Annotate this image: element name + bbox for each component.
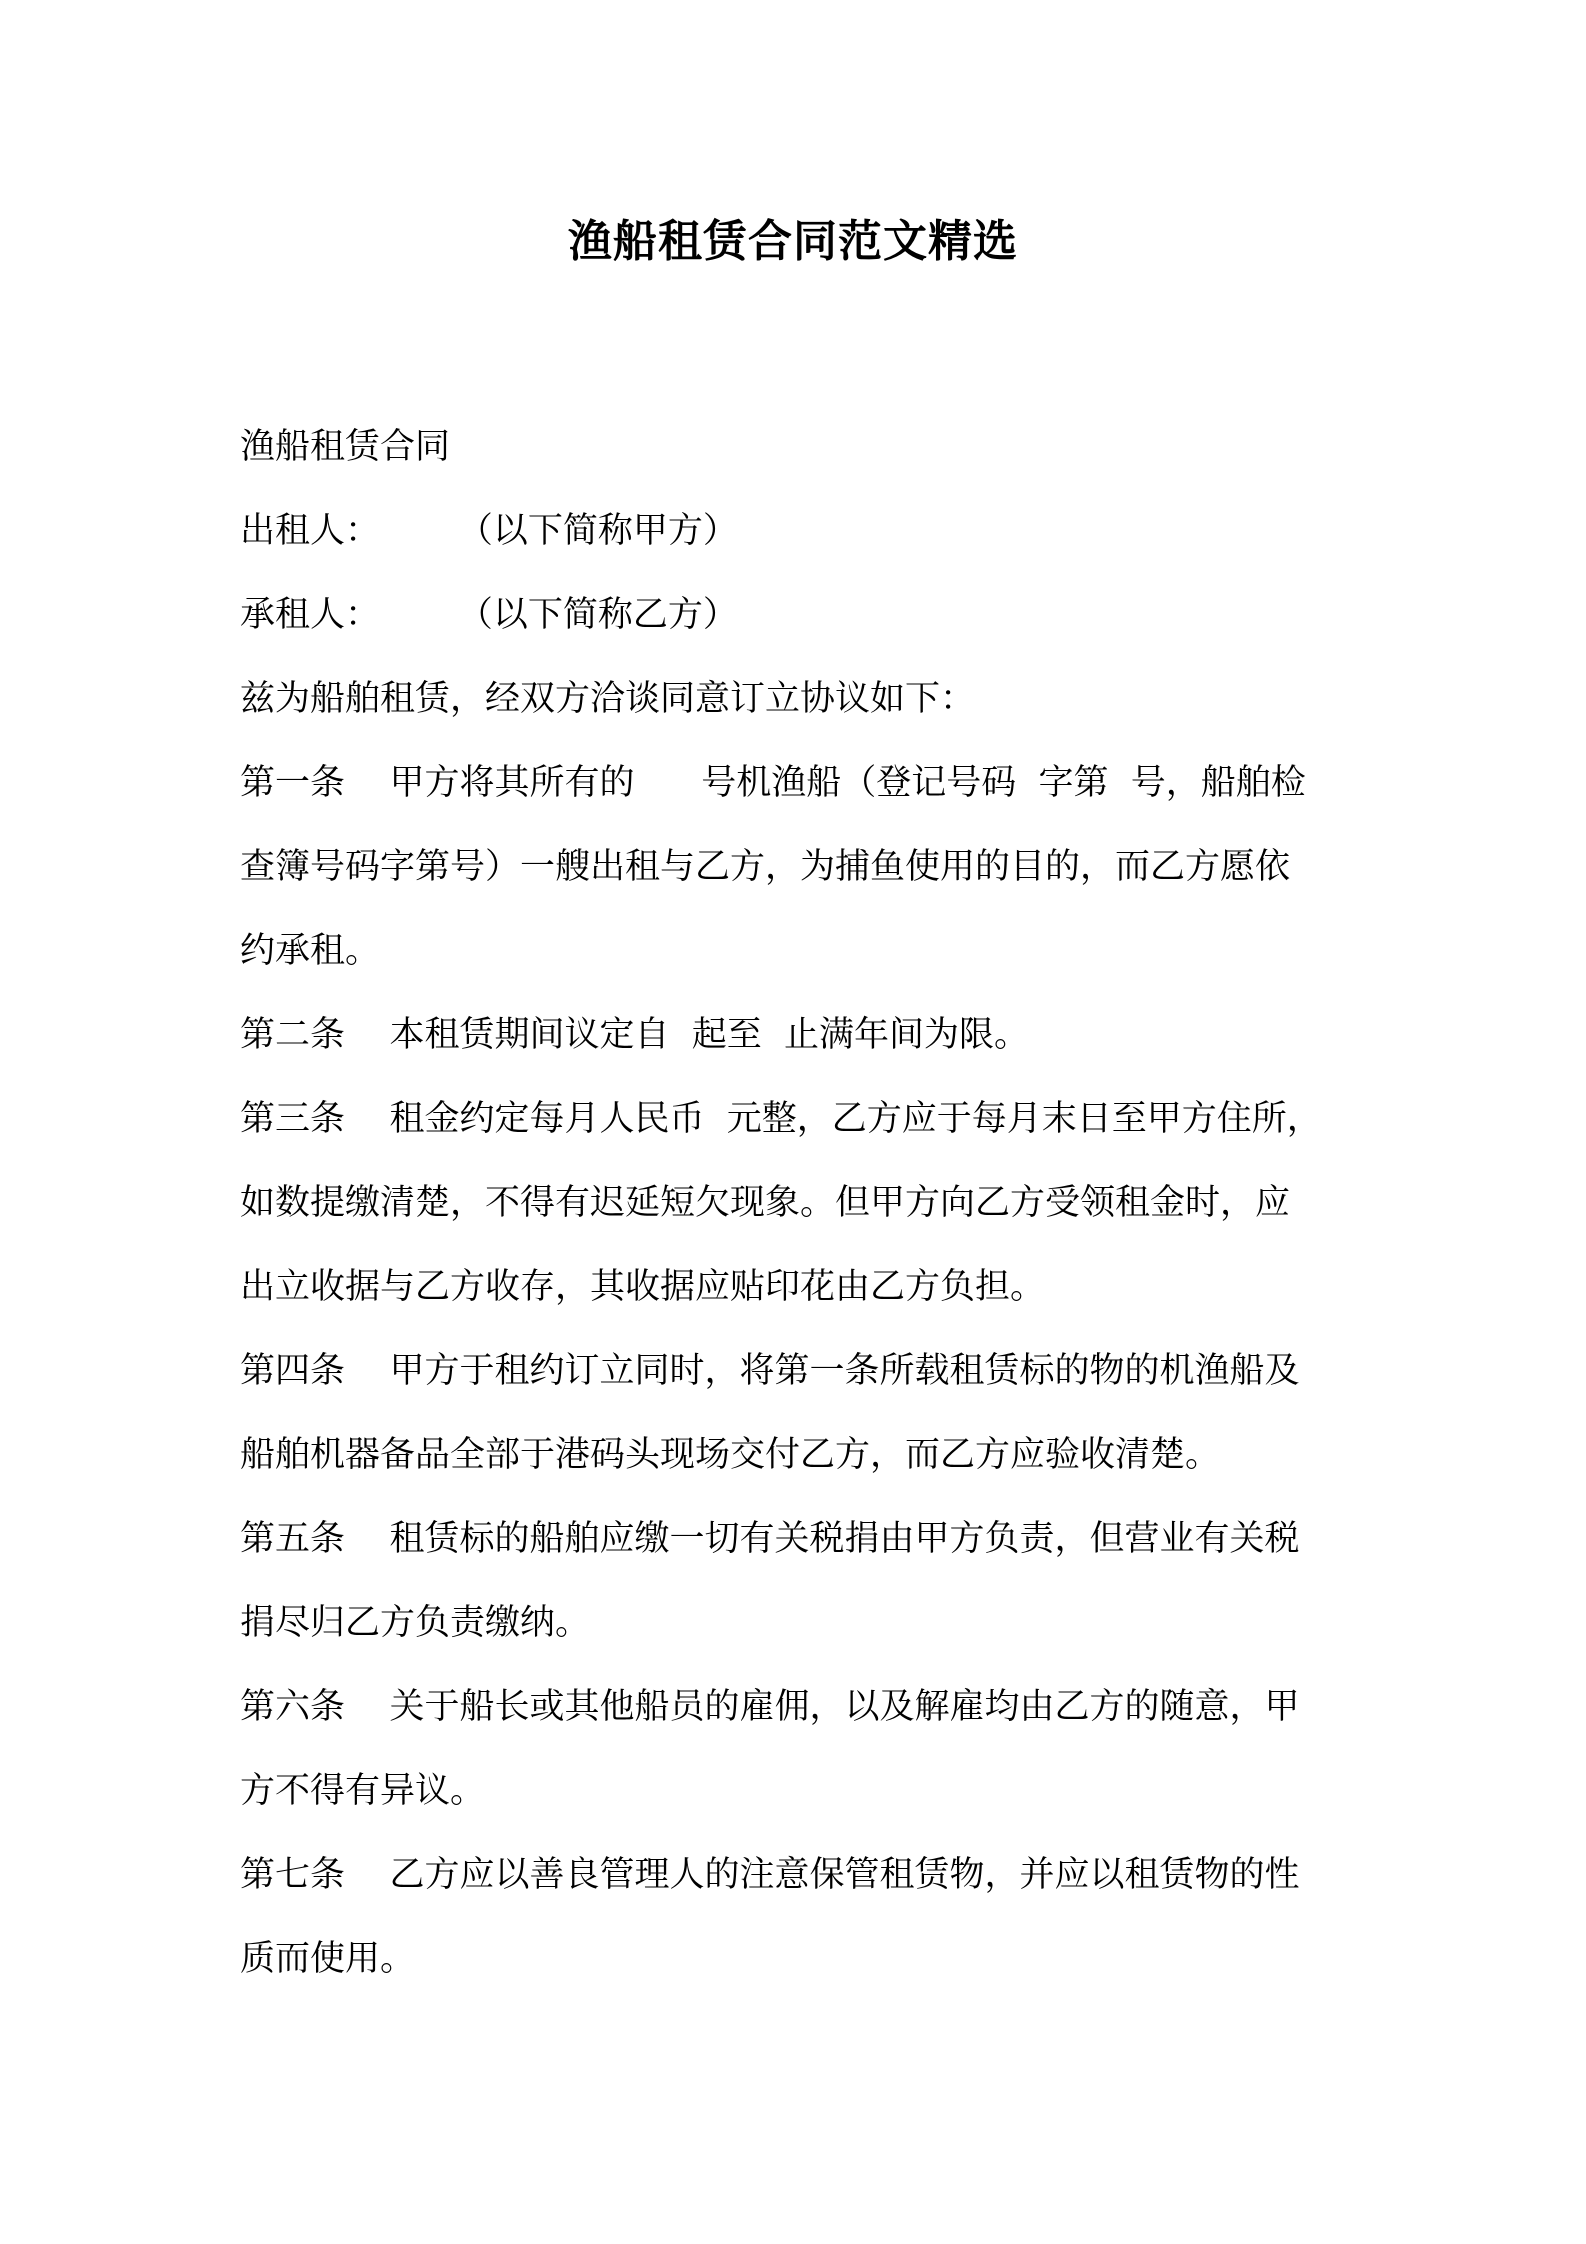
document-title: 渔船租赁合同范文精选	[568, 216, 1018, 267]
body-line: 第七条 乙方应以善良管理人的注意保管租赁物，并应以租赁物的性	[240, 1855, 1300, 1895]
body-line: 质而使用。	[240, 1939, 416, 1979]
body-line: 方不得有异议。	[240, 1771, 486, 1811]
body-line: 第四条 甲方于租约订立同时，将第一条所载租赁标的物的机渔船及	[240, 1351, 1300, 1391]
body-line: 第六条 关于船长或其他船员的雇佣，以及解雇均由乙方的随意，甲	[240, 1687, 1300, 1727]
body-line: 捐尽归乙方负责缴纳。	[240, 1603, 591, 1643]
body-line: 兹为船舶租赁，经双方洽谈同意订立协议如下：	[240, 679, 976, 719]
body-line: 渔船租赁合同	[240, 427, 451, 467]
body-line: 出立收据与乙方收存，其收据应贴印花由乙方负担。	[240, 1267, 1046, 1307]
body-line: 查簿号码字第号）一艘出租与乙方，为捕鱼使用的目的，而乙方愿依	[240, 847, 1291, 887]
body-line: 承租人： （以下简称乙方）	[240, 595, 738, 635]
body-line: 第二条 本租赁期间议定自 起至 止满年间为限。	[240, 1015, 1030, 1055]
document-body	[240, 405, 1360, 2001]
body-line: 第一条 甲方将其所有的 号机渔船（登记号码 字第 号，船舶检	[240, 763, 1306, 803]
body-line: 出租人： （以下简称甲方）	[240, 511, 738, 551]
body-line: 船舶机器备品全部于港码头现场交付乙方，而乙方应验收清楚。	[240, 1435, 1221, 1475]
body-line: 约承租。	[240, 931, 381, 971]
body-line: 第三条 租金约定每月人民币 元整，乙方应于每月末日至甲方住所，	[240, 1099, 1322, 1139]
body-line: 第五条 租赁标的船舶应缴一切有关税捐由甲方负责，但营业有关税	[240, 1519, 1300, 1559]
body-line: 如数提缴清楚，不得有迟延短欠现象。但甲方向乙方受领租金时，应	[240, 1183, 1291, 1223]
